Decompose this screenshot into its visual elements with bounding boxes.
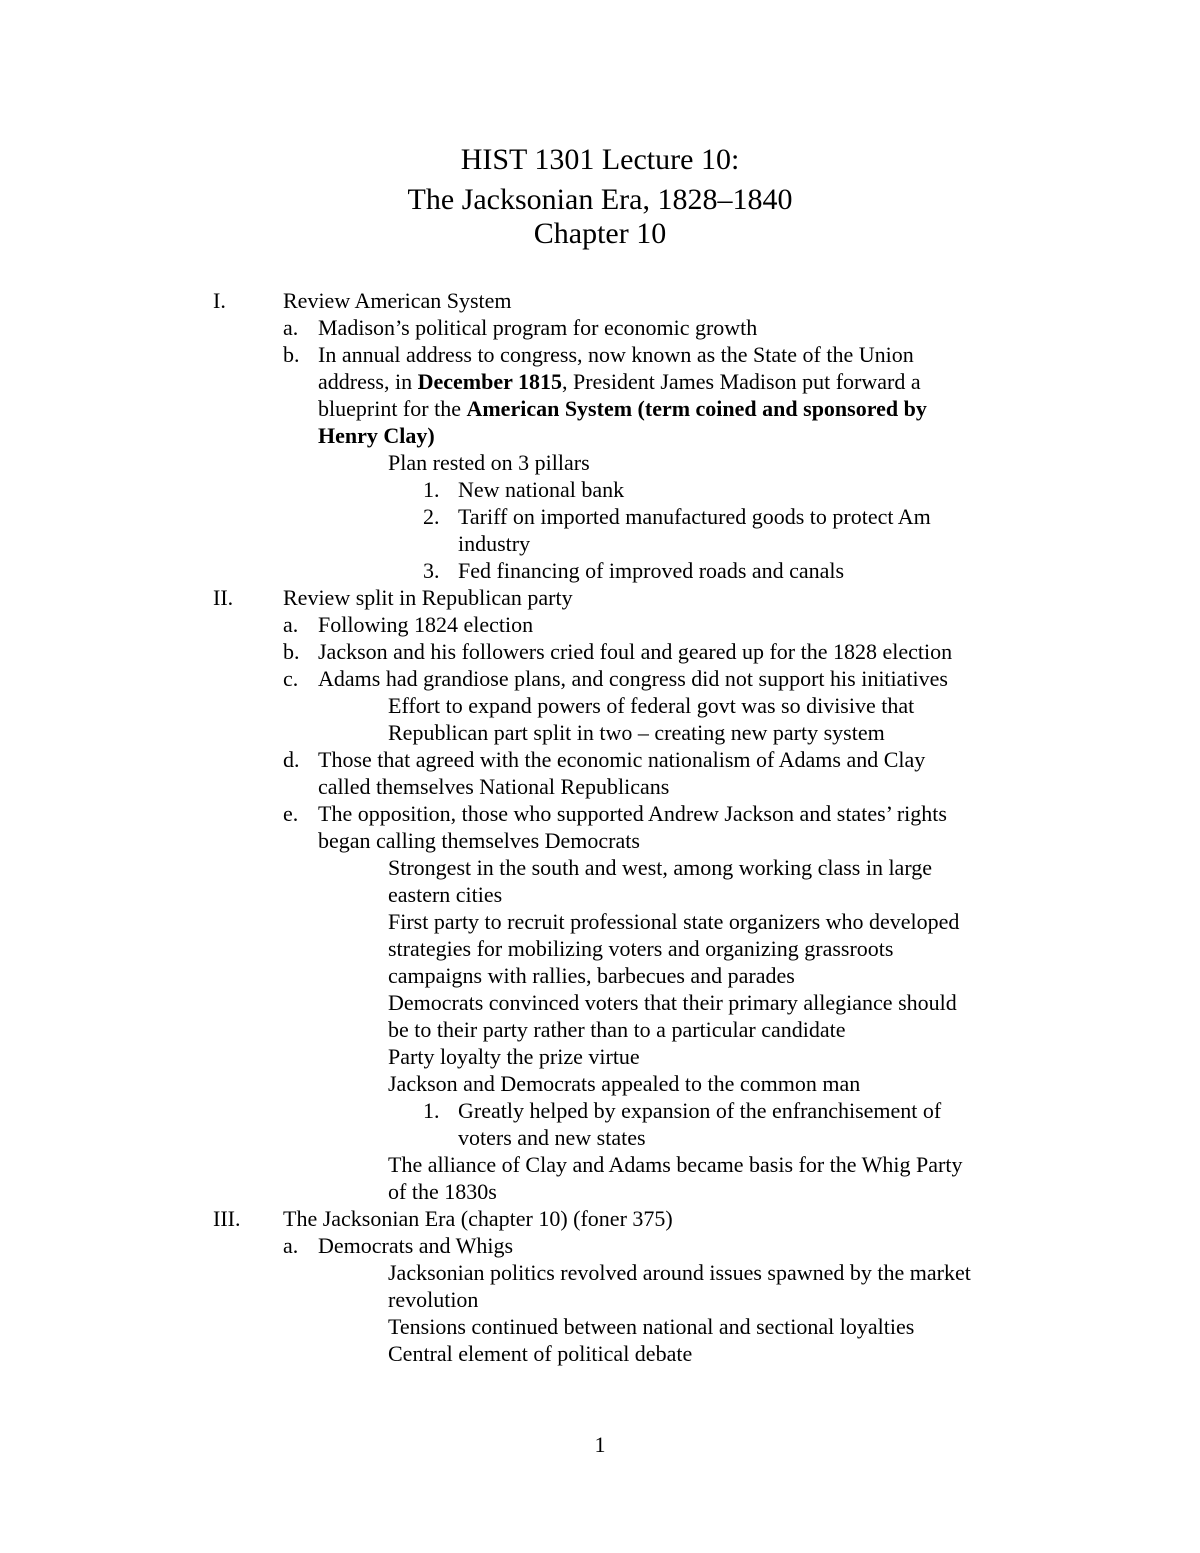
outline-text: Effort to expand powers of federal govt was so divisive that [388, 693, 915, 718]
bold-term: American System (term coined and sponsored by [466, 396, 927, 421]
outline-text: of the 1830s [388, 1179, 497, 1204]
outline-text: The Jacksonian Era (chapter 10) (foner 375) [283, 1206, 673, 1231]
outline-text: Jackson and his followers cried foul and geared up for the 1828 election [318, 639, 953, 664]
outline-text: strategies for mobilizing voters and organizing grassroots [388, 936, 894, 961]
outline-marker: b. [283, 639, 300, 664]
outline-marker: a. [283, 315, 299, 340]
outline-text: Review American System [283, 288, 512, 313]
outline-text: Fed financing of improved roads and canals [458, 558, 845, 583]
outline-marker: b. [283, 342, 300, 367]
outline-marker: a. [283, 1233, 299, 1258]
document-title: HIST 1301 Lecture 10: [460, 143, 740, 176]
outline-marker: I. [213, 288, 226, 313]
outline-marker: 1. [423, 477, 440, 502]
outline-text: Tariff on imported manufactured goods to protect Am [458, 504, 931, 529]
outline-text: Review split in Republican party [283, 585, 573, 610]
outline-text: Jackson and Democrats appealed to the common man [388, 1071, 861, 1096]
outline-text: voters and new states [458, 1125, 646, 1150]
outline-marker: 2. [423, 504, 440, 529]
outline-text: Party loyalty the prize virtue [388, 1044, 640, 1069]
outline-marker: 3. [423, 558, 440, 583]
outline-text: Democrats convinced voters that their primary allegiance should [388, 990, 957, 1015]
outline-marker: c. [283, 666, 299, 691]
outline-text: Jacksonian politics revolved around issues spawned by the market [388, 1260, 971, 1285]
outline-text: New national bank [458, 477, 625, 502]
outline-text: The alliance of Clay and Adams became basis for the Whig Party [388, 1152, 963, 1177]
outline-text: Madison’s political program for economic growth [318, 315, 758, 340]
outline-text: Tensions continued between national and sectional loyalties [388, 1314, 915, 1339]
outline-text: address, in December 1815, President James Madison put forward a [318, 369, 921, 394]
outline-text: industry [458, 531, 531, 556]
outline-marker: d. [283, 747, 300, 772]
outline-text: Those that agreed with the economic nationalism of Adams and Clay [318, 747, 926, 772]
outline-text: Democrats and Whigs [318, 1233, 514, 1258]
document-subtitle: The Jacksonian Era, 1828–1840 [407, 183, 793, 216]
outline-text: Central element of political debate [388, 1341, 693, 1366]
outline-text: Plan rested on 3 pillars [388, 450, 590, 475]
outline-text: began calling themselves Democrats [318, 828, 640, 853]
outline-text [318, 422, 435, 449]
outline-text: campaigns with rallies, barbecues and parades [388, 963, 795, 988]
outline-text: Following 1824 election [318, 612, 534, 637]
outline-text: eastern cities [388, 882, 503, 907]
outline-marker: 1. [423, 1098, 440, 1123]
page-number: 1 [594, 1432, 606, 1457]
outline-text: Greatly helped by expansion of the enfranchisement of [458, 1098, 942, 1123]
outline-text: blueprint for the American System (term coined and sponsored by [318, 396, 927, 421]
outline-marker: II. [213, 585, 234, 610]
outline-marker: e. [283, 801, 299, 826]
outline-text: Republican part split in two – creating new party system [388, 720, 885, 745]
outline-text: be to their party rather than to a particular candidate [388, 1017, 846, 1042]
outline-text: First party to recruit professional state organizers who developed [388, 909, 960, 934]
bold-date: December 1815 [417, 369, 562, 394]
outline-text: The opposition, those who supported Andrew Jackson and states’ rights [318, 801, 947, 826]
chapter-heading: Chapter 10 [533, 217, 667, 250]
outline-marker: a. [283, 612, 299, 637]
outline-text: revolution [388, 1287, 479, 1312]
outline-text: In annual address to congress, now known as the State of the Union [318, 342, 914, 367]
outline-text: called themselves National Republicans [318, 774, 670, 799]
bold-term: Henry Clay) [318, 423, 435, 448]
outline-text: Adams had grandiose plans, and congress did not support his initiatives [318, 666, 948, 691]
outline-text: Strongest in the south and west, among working class in large [388, 855, 933, 880]
outline-marker: III. [213, 1206, 241, 1231]
